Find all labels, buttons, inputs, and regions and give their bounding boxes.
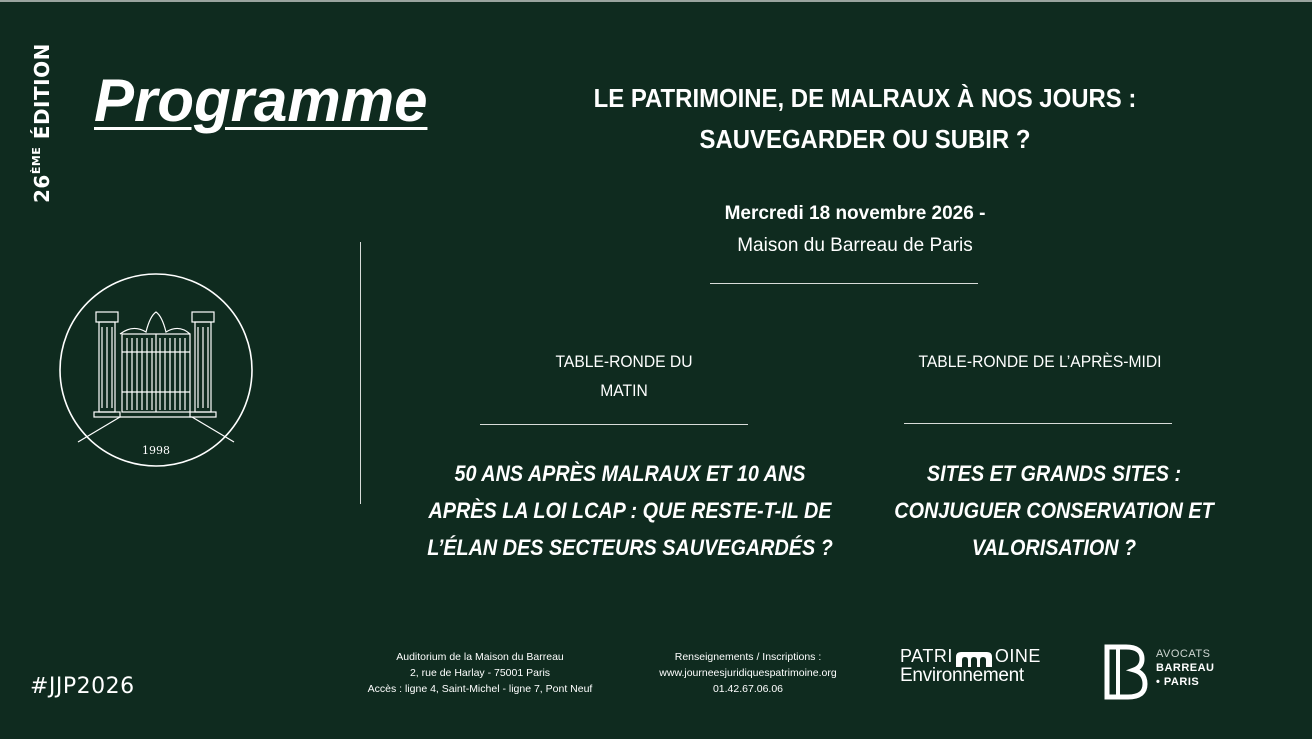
programme-title: Programme: [94, 67, 428, 134]
table-ronde-afternoon-title: [878, 455, 1231, 566]
gate-emblem-logo: [58, 272, 254, 468]
edition-number: 26: [30, 174, 54, 203]
address-line1: Auditorium de la Maison du Barreau: [396, 651, 564, 663]
main-title-line1: LE PATRIMOINE, DE MALRAUX À NOS JOURS :: [593, 83, 1137, 113]
event-date: Mercredi 18 novembre 2026 -: [724, 203, 986, 224]
main-title: [557, 78, 1173, 160]
avocats-barreau-paris-logo: [1104, 644, 1244, 702]
morning-title-line2: APRÈS LA LOI LCAP : QUE RESTE-T-IL DE: [428, 498, 832, 523]
barreau-b-icon: [1104, 644, 1148, 700]
event-venue: Maison du Barreau de Paris: [737, 235, 973, 256]
morning-label-line2: MATIN: [600, 381, 648, 400]
pe-logo-line2: Environnement: [900, 665, 1024, 686]
patrimoine-environnement-logo: [900, 646, 1070, 685]
afternoon-title-line3: VALORISATION ?: [971, 535, 1137, 560]
top-border: [0, 0, 1312, 2]
barreau-line3: • PARIS: [1156, 676, 1200, 688]
divider-line-morning: [480, 424, 748, 425]
info-website[interactable]: www.journeesjuridiquespatrimoine.org: [659, 667, 837, 679]
afternoon-title-line2: CONJUGUER CONSERVATION ET: [894, 498, 1214, 523]
afternoon-title-line1: SITES ET GRANDS SITES :: [926, 461, 1182, 486]
pe-logo-part2: OINE: [994, 646, 1041, 666]
pe-logo-part1: PATRI: [900, 646, 953, 666]
main-title-line2: SAUVEGARDER OU SUBIR ?: [699, 124, 1031, 154]
emblem-year: 1998: [142, 444, 170, 457]
edition-label: [30, 43, 54, 203]
barreau-line1: AVOCATS: [1156, 648, 1211, 660]
divider-line-afternoon: [904, 423, 1172, 424]
edition-sup: ÈME: [30, 146, 43, 175]
morning-title-line3: L’ÉLAN DES SECTEURS SAUVEGARDÉS ?: [427, 535, 833, 560]
address-line3: Accès : ligne 4, Saint-Michel - ligne 7, Pont Neuf: [367, 683, 593, 695]
divider-line-top: [710, 283, 978, 284]
vertical-divider: [360, 242, 361, 504]
table-ronde-morning-title: [419, 455, 842, 566]
hashtag: #JJP2026: [30, 674, 135, 699]
morning-title-line1: 50 ANS APRÈS MALRAUX ET 10 ANS: [454, 461, 806, 486]
morning-label-line1: TABLE-RONDE DU: [555, 352, 693, 371]
edition-word: ÉDITION: [30, 43, 54, 140]
info-phone: 01.42.67.06.06: [712, 683, 784, 695]
venue-address: [345, 649, 615, 697]
registration-info: [630, 649, 866, 697]
address-line2: 2, rue de Harlay - 75001 Paris: [409, 667, 551, 679]
table-ronde-afternoon-label: TABLE-RONDE DE L’APRÈS-MIDI: [918, 352, 1162, 371]
table-ronde-morning-label: [519, 347, 729, 405]
info-line1: Renseignements / Inscriptions :: [674, 651, 822, 663]
barreau-line2: BARREAU: [1156, 662, 1215, 674]
